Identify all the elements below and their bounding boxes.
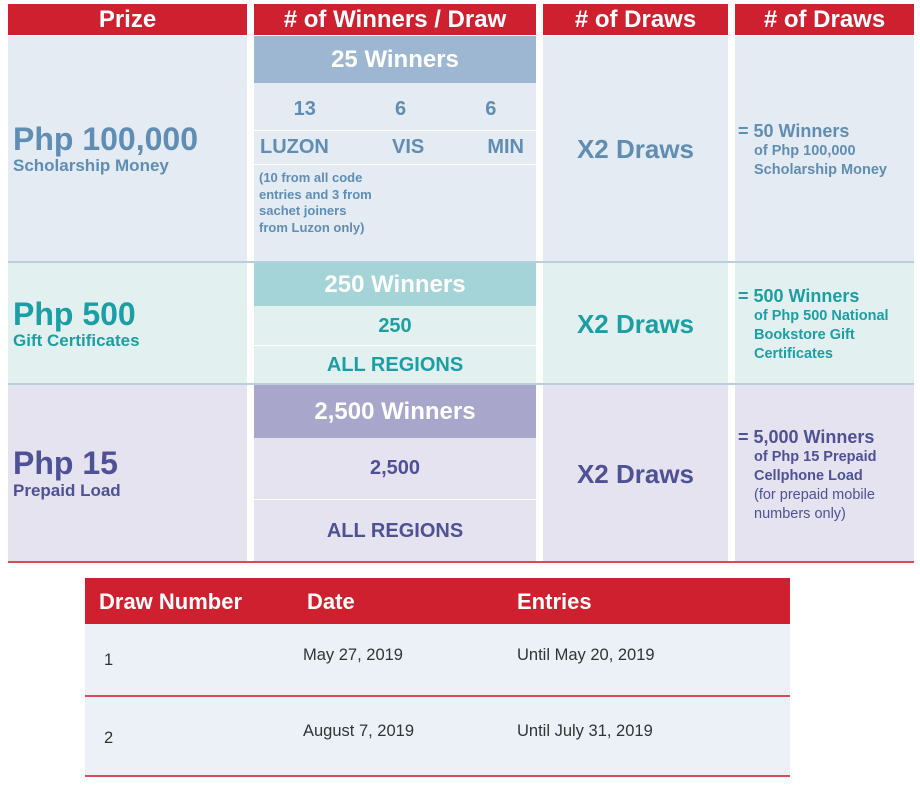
row3-winners-cell bbox=[254, 385, 536, 561]
row2-winners-cell bbox=[254, 263, 536, 383]
region-min: MIN bbox=[487, 135, 524, 158]
row3-result-cell bbox=[735, 385, 914, 561]
schedule-row-date: May 27, 2019 bbox=[303, 646, 403, 664]
row1-prize-type: Scholarship Money bbox=[13, 156, 169, 175]
header-num-draws-1: # of Draws bbox=[543, 4, 728, 35]
schedule-header-date: Date bbox=[307, 589, 355, 614]
row2-count: 250 bbox=[378, 314, 412, 337]
schedule-row-date: August 7, 2019 bbox=[303, 722, 415, 740]
row1-result-main: = 50 Winners bbox=[738, 121, 850, 141]
row3-prize-cell bbox=[8, 385, 247, 561]
schedule-row bbox=[85, 697, 790, 775]
schedule-row-draw: 2 bbox=[104, 729, 114, 747]
row1-prize-cell bbox=[8, 36, 247, 261]
schedule-row-entries: Until May 20, 2019 bbox=[517, 646, 655, 664]
row3-result-sub: of Php 15 Prepaid Cellphone Load bbox=[754, 449, 877, 484]
row2-draws: X2 Draws bbox=[576, 308, 695, 339]
row1-winners-cell bbox=[254, 36, 536, 261]
row2-region: ALL REGIONS bbox=[326, 353, 464, 376]
row2-result-sub: of Php 500 National Bookstore Gift Certificates bbox=[754, 308, 889, 362]
row3-region: ALL REGIONS bbox=[326, 519, 464, 542]
header-num-draws-2: # of Draws bbox=[735, 4, 914, 35]
region-luzon: LUZON bbox=[260, 135, 329, 158]
row2-prize-type: Gift Certificates bbox=[13, 331, 140, 350]
schedule-row bbox=[85, 624, 790, 695]
row3-winners-band: 2,500 Winners bbox=[254, 385, 536, 438]
row3-draws: X2 Draws bbox=[576, 458, 695, 489]
row3-result-note: (for prepaid mobile numbers only) bbox=[754, 487, 875, 522]
row2-result-cell bbox=[735, 263, 914, 383]
row3-draws-cell bbox=[543, 385, 728, 561]
row1-regions bbox=[254, 132, 536, 162]
row3-count: 2,500 bbox=[369, 456, 421, 479]
schedule-row-entries: Until July 31, 2019 bbox=[517, 722, 653, 740]
row2-prize-amount: Php 500 bbox=[13, 296, 136, 332]
row2-draws-cell bbox=[543, 263, 728, 383]
header-winners-per-draw: # of Winners / Draw bbox=[254, 4, 536, 35]
schedule-header-entries: Entries bbox=[517, 589, 592, 614]
row1-counts bbox=[254, 94, 536, 124]
region-vis: VIS bbox=[391, 135, 425, 158]
schedule-row-draw: 1 bbox=[104, 651, 114, 669]
count-luzon: 13 bbox=[293, 97, 316, 120]
count-vis: 6 bbox=[394, 97, 407, 120]
row1-prize-amount: Php 100,000 bbox=[13, 121, 198, 157]
row1-result-sub: of Php 100,000 Scholarship Money bbox=[754, 143, 887, 178]
row1-draws: X2 Draws bbox=[576, 133, 695, 164]
row2-prize-cell bbox=[8, 263, 247, 383]
row2-winners-band: 250 Winners bbox=[254, 263, 536, 306]
row1-result-cell bbox=[735, 36, 914, 261]
row1-winners-band: 25 Winners bbox=[254, 36, 536, 83]
row1-draws-cell bbox=[543, 36, 728, 261]
row3-prize-amount: Php 15 bbox=[13, 445, 118, 481]
row3-result-main: = 5,000 Winners bbox=[738, 427, 875, 447]
row3-prize-type: Prepaid Load bbox=[13, 481, 121, 500]
count-min: 6 bbox=[485, 97, 497, 120]
header-prize: Prize bbox=[8, 4, 247, 35]
schedule-header-draw-number: Draw Number bbox=[99, 589, 243, 614]
schedule-header bbox=[85, 578, 790, 624]
row1-note: (10 from all code entries and 3 from sachet joiners from Luzon only) bbox=[259, 170, 372, 235]
row2-result-main: = 500 Winners bbox=[738, 286, 860, 306]
